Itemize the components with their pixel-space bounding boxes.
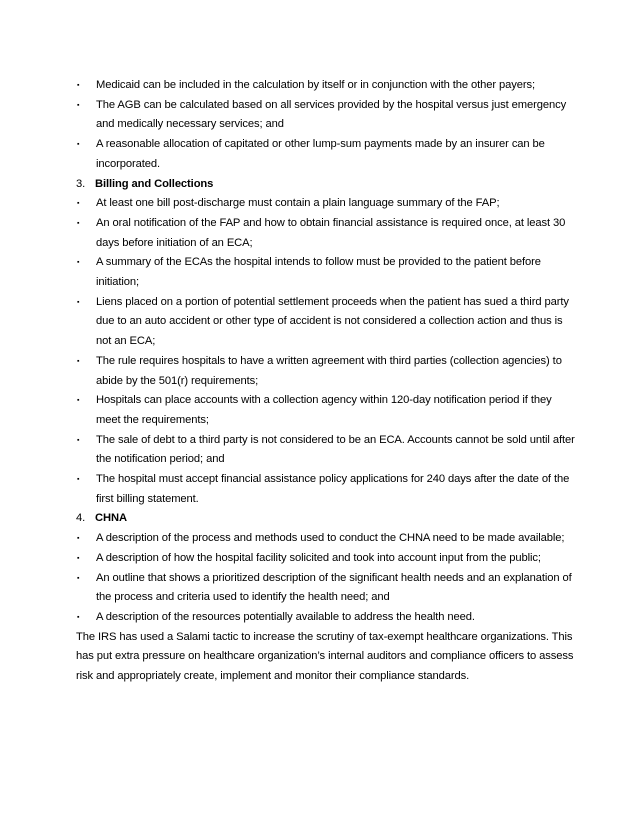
list-item — [76, 293, 576, 352]
list-item-text: A reasonable allocation of capitated or other lump-sum payments made by an insurer can be incorporated. — [96, 138, 545, 170]
bullet-icon: ▪ — [77, 82, 80, 89]
bullet-icon: ▪ — [77, 259, 80, 267]
section-number: 3. — [76, 177, 86, 190]
list-item — [76, 431, 576, 470]
bullet-icon: ▪ — [77, 101, 80, 109]
list-item — [76, 608, 576, 628]
list-item-text: A summary of the ECAs the hospital intends to follow must be provided to the patient before initiation; — [96, 256, 541, 289]
section-title: CHNA — [95, 512, 127, 525]
section-heading-billing — [76, 175, 576, 195]
list-item — [76, 549, 576, 569]
section-heading-chna — [76, 509, 576, 529]
list-item-text: A description of the process and methods used to conduct the CHNA need to be made available; — [96, 532, 565, 545]
list-item — [76, 529, 576, 549]
bullet-icon: ▪ — [77, 141, 80, 149]
bullet-icon: ▪ — [77, 535, 80, 543]
bullet-icon: ▪ — [77, 397, 80, 405]
list-item — [76, 391, 576, 430]
bullet-icon: ▪ — [77, 613, 80, 621]
bullet-list-agb — [76, 76, 576, 175]
list-item — [76, 470, 576, 509]
bullet-icon: ▪ — [77, 476, 80, 484]
list-item-text: An oral notification of the FAP and how to obtain financial assistance is required once, at least 30 days before initiation of an ECA; — [96, 216, 566, 249]
bullet-icon: ▪ — [77, 298, 80, 306]
closing-paragraph: The IRS has used a Salami tactic to increase the scrutiny of tax-exempt healthcare organizations. This has put extra pressure on healthcare organization’s internal auditors and compliance officers to assess risk and appropriately create, implement and monitor their compliance standards. — [76, 630, 574, 683]
list-item-text: The hospital must accept financial assistance policy applications for 240 days after the date of the first billing statement. — [96, 473, 570, 505]
list-item-text: At least one bill post-discharge must contain a plain language summary of the FAP; — [96, 197, 500, 210]
list-item-text: Liens placed on a portion of potential settlement proceeds when the patient has sued a third party due to an auto accident or other type of accident is not considered a collection action and thus is not an ECA; — [96, 295, 569, 348]
list-item-text: A description of the resources potentially available to address the health need. — [96, 610, 475, 623]
bullet-list-billing — [76, 194, 576, 509]
bullet-icon: ▪ — [77, 219, 80, 227]
list-item-text: A description of how the hospital facility solicited and took into account input from the public; — [96, 551, 541, 564]
list-item-text: The AGB can be calculated based on all services provided by the hospital versus just emergency and medically necessary services; and — [96, 98, 567, 131]
section-number: 4. — [76, 512, 86, 525]
list-item-text: Medicaid can be included in the calculation by itself or in conjunction with the other payers; — [96, 79, 535, 91]
list-item — [76, 214, 576, 253]
bullet-icon: ▪ — [77, 574, 80, 582]
list-item — [76, 352, 576, 391]
section-title: Billing and Collections — [95, 177, 214, 190]
bullet-icon: ▪ — [77, 200, 80, 208]
list-item — [76, 194, 576, 214]
list-item-text: The sale of debt to a third party is not considered to be an ECA. Accounts cannot be sold until after the notification period; and — [96, 433, 575, 466]
list-item-text: The rule requires hospitals to have a written agreement with third parties (collection agencies) to abide by the 501(r) requirements; — [96, 354, 562, 387]
list-item — [76, 76, 576, 96]
document-body — [76, 76, 576, 687]
bullet-icon: ▪ — [77, 554, 80, 562]
list-item — [76, 135, 576, 174]
list-item — [76, 96, 576, 135]
list-item-text: An outline that shows a prioritized description of the significant health needs and an explanation of the process and criteria used to identify the health need; and — [96, 571, 572, 604]
bullet-icon: ▪ — [77, 436, 80, 444]
list-item — [76, 253, 576, 292]
bullet-icon: ▪ — [77, 357, 80, 365]
list-item-text: Hospitals can place accounts with a collection agency within 120-day notification period if they meet the requirements; — [96, 394, 552, 426]
bullet-list-chna — [76, 529, 576, 628]
list-item — [76, 569, 576, 608]
